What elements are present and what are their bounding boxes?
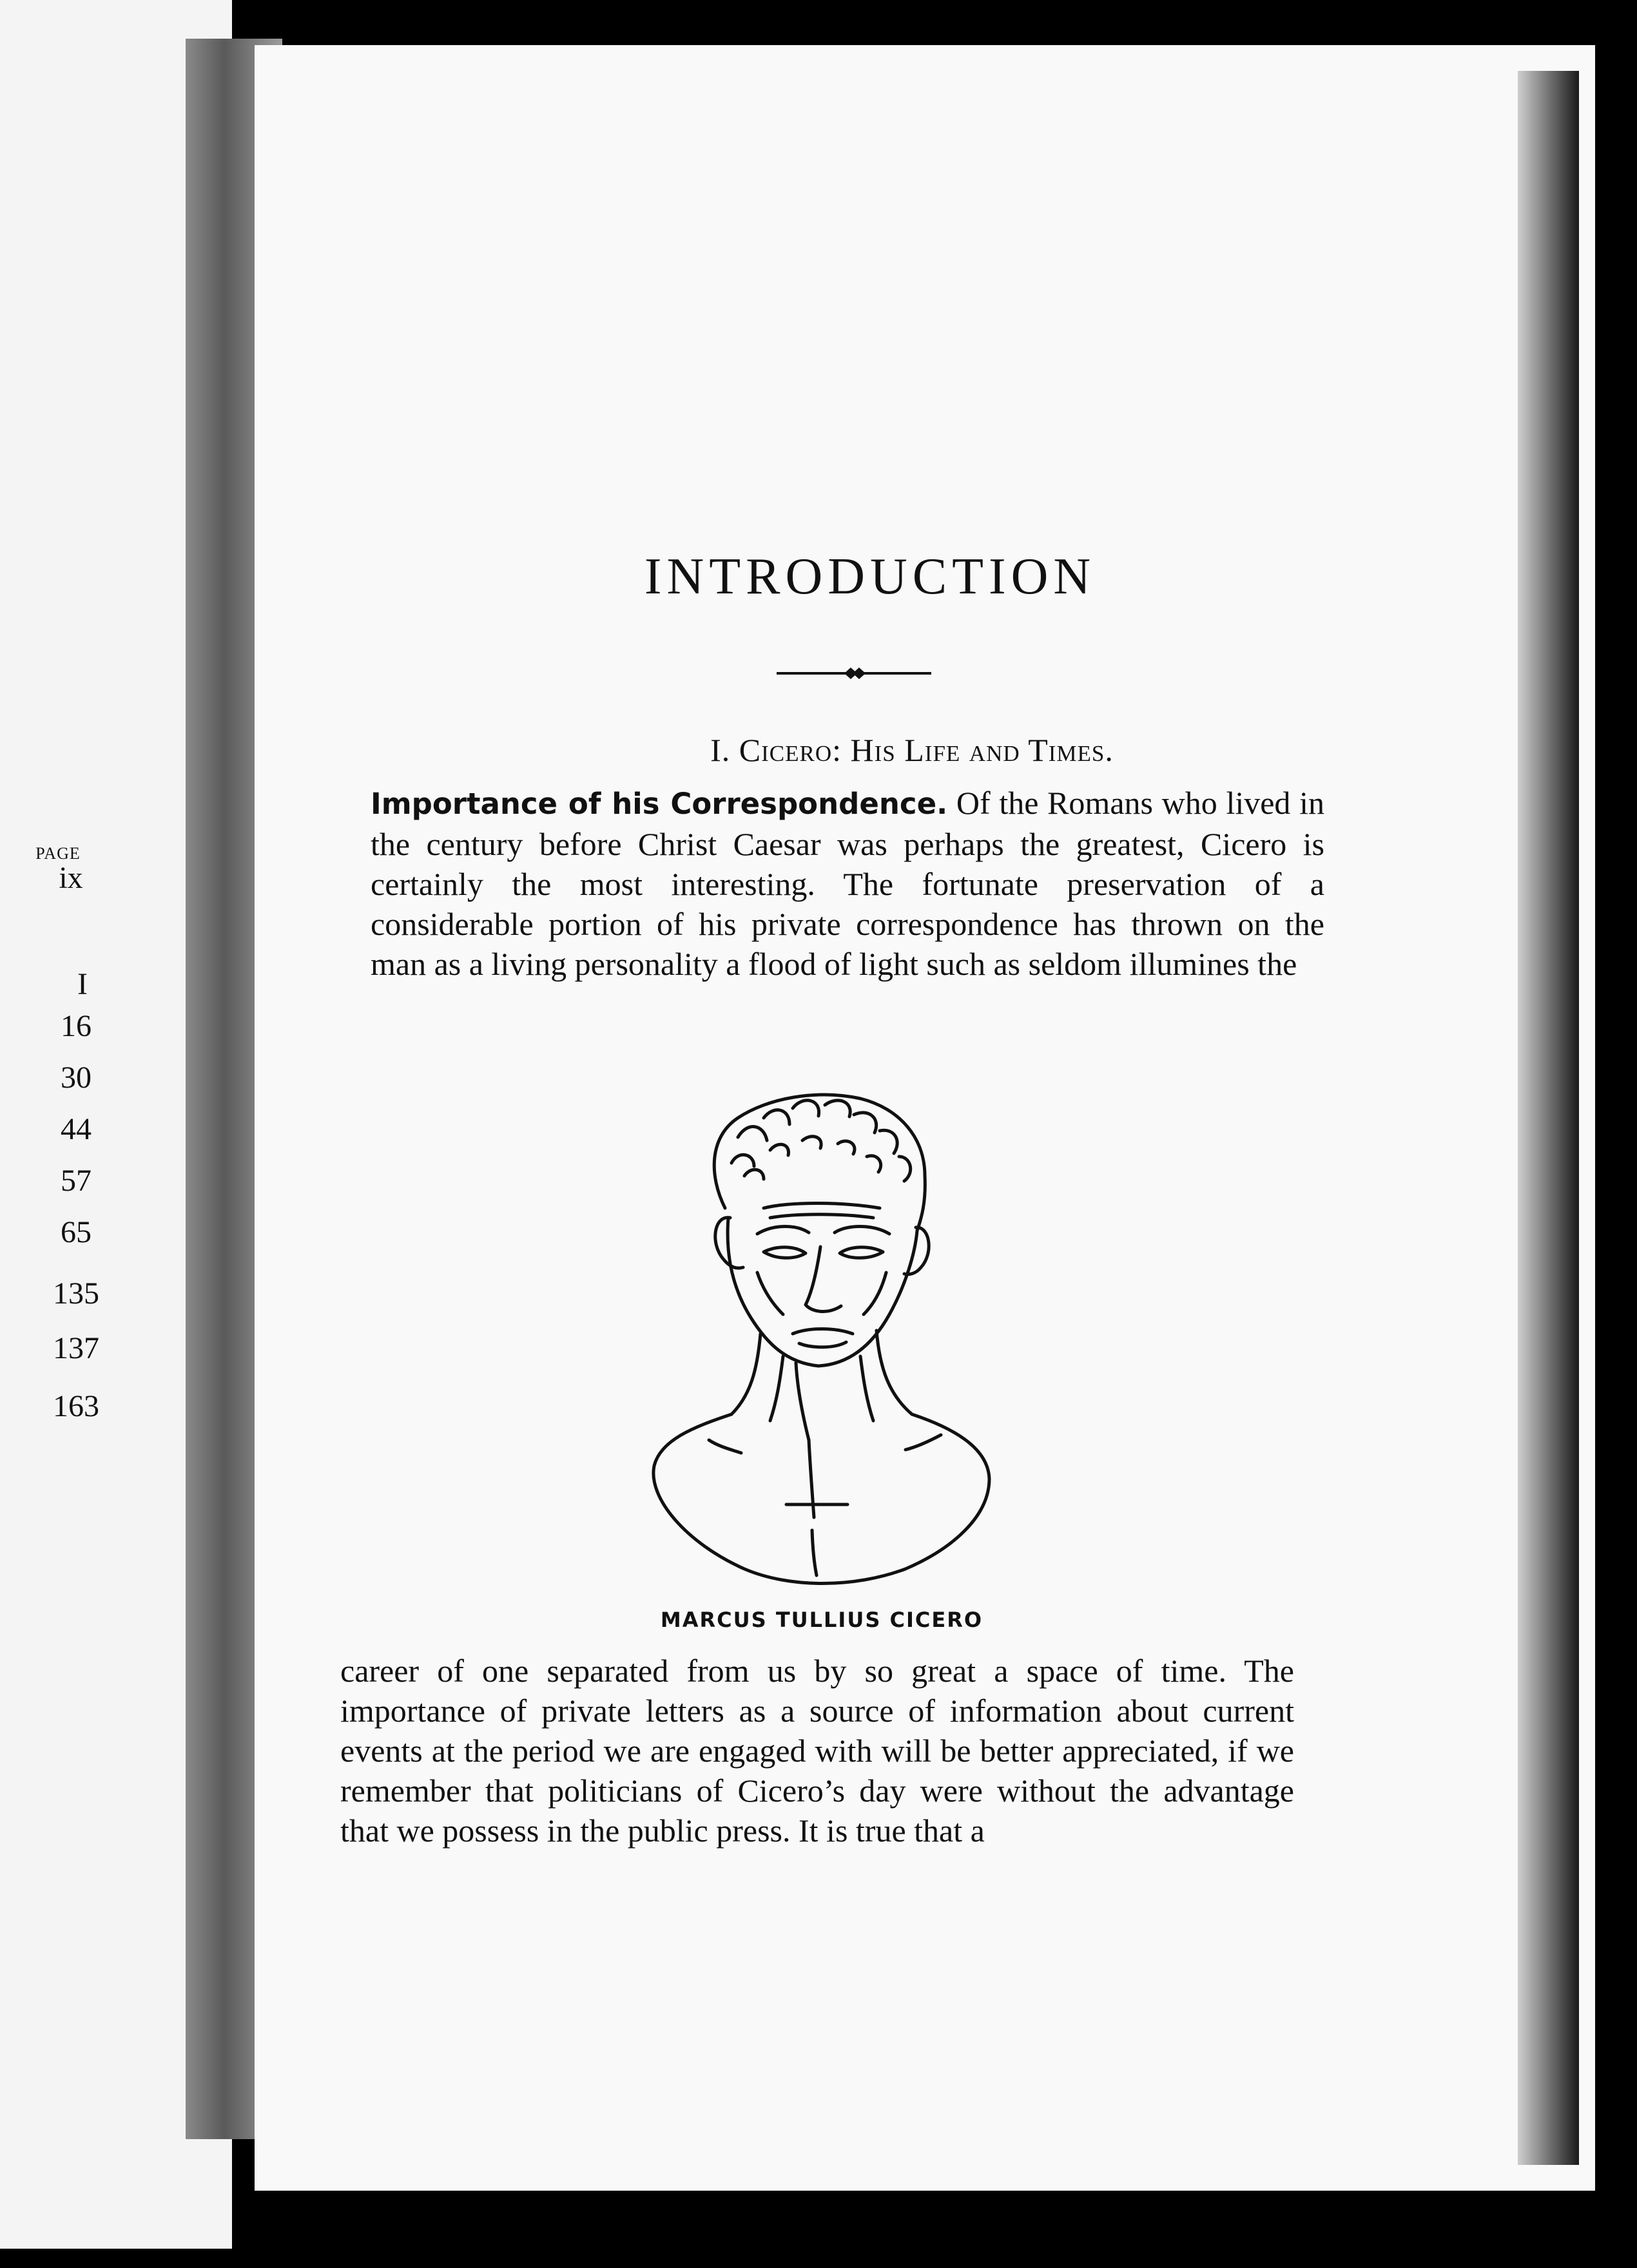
paragraph-text: Of the Romans who lived in the century before Christ Caesar was perhaps the greatest, Cicero is certainly the most interesting. The fortunate preservation of a considerable portion of his private correspondence has thrown on the man as a living personality a flood of light such as seldom illumines the <box>371 785 1324 982</box>
toc-page-number: 137 <box>53 1331 99 1365</box>
toc-page-number: 57 <box>61 1164 92 1198</box>
section-heading: I. Cicero: His Life and Times. <box>710 732 1114 768</box>
toc-page-number: 135 <box>53 1276 99 1311</box>
toc-page-number: 44 <box>61 1112 92 1146</box>
run-in-heading: Importance of his Correspondence. <box>371 787 948 821</box>
toc-page-header: PAGE <box>35 844 81 863</box>
page-edge-shadow <box>1518 71 1579 2165</box>
toc-page-number: I <box>77 967 88 1001</box>
toc-page-number: 30 <box>61 1061 92 1095</box>
paragraph: career of one separated from us by so great a space of time. The importance of private letters as a source of information about current events at the period we are engaged with will be better appreciated, if we remember that politicians of Cicero’s day were without the advantage that we possess in the public press. It is true that a <box>340 1653 1294 1849</box>
toc-page-number: 65 <box>61 1215 92 1249</box>
paragraph <box>371 783 1324 984</box>
toc-page-number: 16 <box>61 1009 92 1043</box>
figure-caption: MARCUS TULLIUS CICERO <box>660 1608 983 1632</box>
divider-ornament-icon <box>777 664 931 683</box>
toc-page-number: 163 <box>53 1389 99 1423</box>
toc-page-number: ix <box>59 861 83 895</box>
cicero-bust-icon <box>648 1079 996 1588</box>
chapter-title: INTRODUCTION <box>644 548 1096 605</box>
